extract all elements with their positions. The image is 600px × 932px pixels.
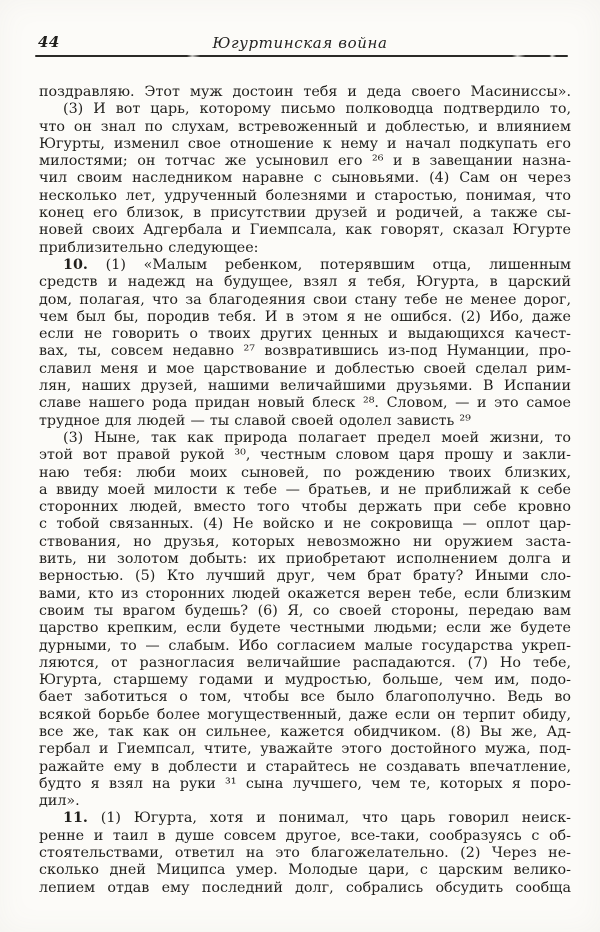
- text-line: приблизительно следующее:: [39, 239, 259, 256]
- text-line: ражайте ему в доблести и старайтесь не создавать впечатление,: [39, 758, 571, 775]
- text-line: трудное для людей — ты славой своей одолел зависть ²⁹: [39, 412, 471, 429]
- text-line: вить, ни золотом добыть: их приобретают исполнением долга и: [39, 551, 571, 568]
- text-line: ствования, но друзья, которых невозможно ни оружием заста-: [39, 533, 571, 550]
- text-line: дил».: [39, 793, 80, 810]
- text-line: вах, ты, совсем недавно ²⁷ возвратившись из-под Нуманции, про-: [39, 343, 571, 360]
- text-line: верностью. (5) Кто лучший друг, чем брат брату? Иными сло-: [39, 568, 571, 585]
- text-line: (3) И вот царь, которому письмо полководца подтвердило то,: [63, 101, 571, 118]
- text-line: ляются, от разногласия величайшие распадаются. (7) Но тебе,: [39, 654, 571, 671]
- header-rule: [35, 55, 568, 57]
- text-line: чил своим наследником наравне с сыновьями. (4) Сам он через: [39, 170, 571, 187]
- text-line: а ввиду моей милости к тебе — братьев, и не приближай к себе: [39, 481, 571, 498]
- text-line: славе нашего рода придан новый блеск ²⁸. Словом, — и это самое: [39, 395, 571, 412]
- text-line: несколько лет, удрученный болезнями и старостью, понимая, что: [39, 187, 571, 204]
- text-line: этой вот правой рукой ³⁰, честным словом царя прошу и закли-: [39, 447, 571, 464]
- text-line: царство крепким, если будете честными людьми; если же будете: [39, 620, 571, 637]
- text-line: дурными, то — слабым. Ибо согласием малые государства укреп-: [39, 637, 571, 654]
- text-line: 10. (1) «Малым ребенком, потерявшим отца, лишенным: [63, 256, 571, 273]
- text-line: что он знал по слухам, встревоженный и доблестью, и влиянием: [39, 118, 571, 135]
- text-line: если не говорить о твоих других ценных и выдающихся качест-: [39, 326, 571, 343]
- text-line: новей своих Адгербала и Гиемпсала, как говорят, сказал Югурте: [39, 222, 571, 239]
- text-line: милостями; он тотчас же усыновил его ²⁶ и в завещании назна-: [39, 153, 571, 170]
- text-line: средств и надежд на будущее, взял я тебя, Югурта, в царский: [39, 274, 571, 291]
- text-line: чем был бы, породив тебя. И в этом я не ошибся. (2) Ибо, даже: [39, 308, 571, 325]
- text-line: конец его близок, в присутствии друзей и родичей, а также сы-: [39, 205, 571, 222]
- text-line: стоятельствами, ответил на это благожелательно. (2) Через не-: [39, 845, 571, 862]
- text-line: ренне и таил в душе совсем другое, все-таки, сообразуясь с об-: [39, 827, 571, 844]
- page-number: 44: [38, 33, 60, 51]
- text-line: славил меня и мое царствование и доблестью своей сделал рим-: [39, 360, 571, 377]
- text-line: лепием отдав ему последний долг, собрались обсудить сообща: [39, 879, 571, 896]
- text-line: вами, кто из сторонних людей окажется верен тебе, если близким: [39, 585, 571, 602]
- page-body: [39, 84, 571, 897]
- text-line: (3) Ныне, так как природа полагает предел моей жизни, то: [63, 429, 571, 446]
- text-line: наю тебя: люби моих сыновей, по рождению твоих близких,: [39, 464, 571, 481]
- text-line: сторонних людей, вместо того чтобы держать при себе кровно: [39, 499, 571, 516]
- running-title: Югуртинская война: [212, 34, 388, 52]
- text-line: сколько дней Миципса умер. Молодые цари, с царским велико-: [39, 862, 571, 879]
- text-line: Югурты, изменил свое отношение к нему и начал подкупать его: [39, 135, 571, 152]
- text-line: будто я взял на руки ³¹ сына лучшего, чем те, которых я поро-: [39, 775, 571, 792]
- text-line: бает заботиться о том, чтобы все было благополучно. Ведь во: [39, 689, 571, 706]
- section-number: 11.: [63, 810, 88, 827]
- text-line: своим ты врагом будешь? (6) Я, со своей стороны, передаю вам: [39, 602, 571, 619]
- text-line: дом, полагая, что за благодеяния свои стану тебе не менее дорог,: [39, 291, 571, 308]
- text-line: поздравляю. Этот муж достоин тебя и деда своего Масиниссы».: [39, 84, 571, 100]
- text-line: 11. (1) Югурта, хотя и понимал, что царь говорил неиск-: [63, 810, 571, 827]
- text-line: лян, наших друзей, нашими величайшими друзьями. В Испании: [39, 378, 571, 395]
- text-line: всякой борьбе более могущественный, даже если он терпит обиду,: [39, 706, 571, 723]
- text-line: Югурта, старшему годами и мудростью, больше, чем им, подо-: [39, 672, 571, 689]
- text-line: гербал и Гиемпсал, чтите, уважайте этого достойного мужа, под-: [39, 741, 571, 758]
- section-number: 10.: [63, 256, 88, 273]
- text-line: с тобой связанных. (4) Не войско и не сокровища — оплот цар-: [39, 516, 571, 533]
- text-line: все же, так как он сильнее, кажется обидчиком. (8) Вы же, Ад-: [39, 723, 571, 740]
